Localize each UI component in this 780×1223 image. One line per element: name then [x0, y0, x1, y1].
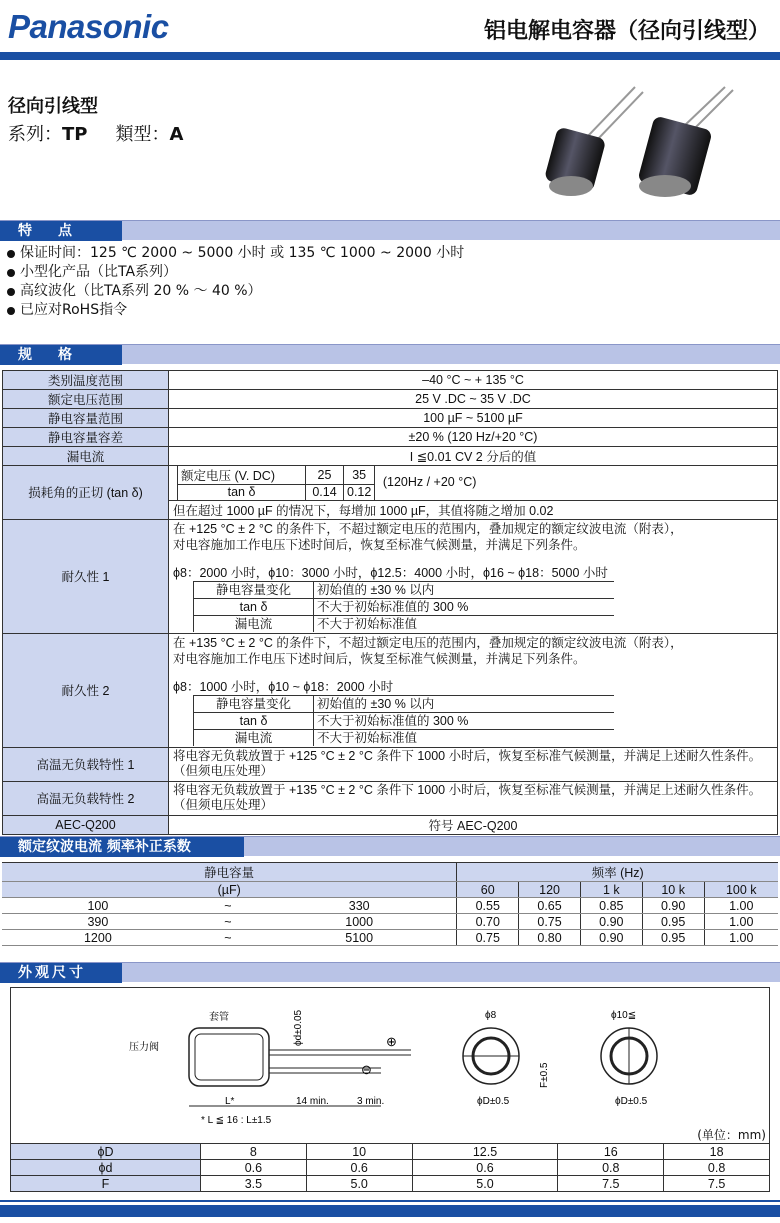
- capacitor-photo: [535, 82, 775, 200]
- dimension-drawing: [11, 988, 771, 1128]
- ripple-table: 静电容量 频率 (Hz) (µF) 60 120 1 k 10 k 100 k 100 ~ 330 0.55 0.65 0.85 0.90 1.00 390 ~ 1000 0.70 0.75 0.90 0.95 1.00 1200 ~ 5100 0.75 0.80 0.90 0.95 1.00: [2, 862, 778, 946]
- brand-logo: Panasonic: [8, 8, 169, 45]
- vent-label: 压力阀: [129, 1042, 159, 1053]
- footer-bar: [0, 1205, 780, 1217]
- length-label: L*: [225, 1096, 235, 1107]
- dimension-drawing-box: [10, 987, 770, 1143]
- phi-d-label-2: ϕD±0.5: [615, 1096, 648, 1107]
- document-title: 铝电解电容器（径向引线型）: [483, 19, 770, 44]
- dimensions-header: 外观尺寸: [0, 962, 780, 982]
- length-note: * L ≦ 16 : L±1.5: [201, 1115, 272, 1126]
- feature-item: 保证时间：125 ℃ 2000 ~ 5000 小时 或 135 ℃ 1000 ~ 2000 小时: [6, 244, 464, 263]
- product-subtitle: 径向引线型: [8, 96, 98, 117]
- phi10-label: ϕ10≦: [611, 1010, 637, 1021]
- footer-line: [0, 1200, 780, 1202]
- ripple-header: 额定纹波电流 频率补正系数: [0, 836, 780, 856]
- phi-d-label-1: ϕD±0.5: [477, 1096, 510, 1107]
- feature-item: 已应对RoHS指令: [6, 301, 464, 320]
- features-header: 特 点: [0, 220, 780, 240]
- unit-label: (单位：mm): [697, 1128, 766, 1142]
- specs-header: 规 格: [0, 344, 780, 364]
- dimension-table: ϕD 8 10 12.5 16 18 ϕd 0.6 0.6 0.6 0.8 0.8 F 3.5 5.0 5.0 7.5 7.5: [10, 1143, 770, 1192]
- plus-icon: ⊕: [386, 1034, 397, 1049]
- features-list: [6, 244, 464, 320]
- spec-table: 类别温度范围 –40 °C ~ + 135 °C 额定电压范围 25 V .DC ~ 35 V .DC 静电容量范围 100 µF ~ 5100 µF 静电容量容差 ±20 % (120 Hz/+20 °C) 漏电流 I ≦0.01 CV 2 分后的值 损耗角的正切 (tan δ) 额定电压 (V. DC) 25 35 tan δ 0.14 0.12 (120Hz / +20 °C) 但在超过 1000 µF 的情况下，每增加 1000 µF，其值将随之增加 0.02 耐久性 1 在 +125 °C ± 2 °C 的条件下，不超过额定电压的范围内，叠加规定的额定纹波电流（附表）， 对电容施加工作电压下述时间后，恢复至标准气候测量，并满足下列条件。 ϕ8：2000 小时，ϕ10：3000 小时，ϕ12.5：4000 小时，ϕ16 ~ ϕ18：5000 小时 静电容量变化 初始值的 ±30 % 以内 tan δ 不大于初始标准值的 300 % 漏电流 不大于初始标准值 耐久性 2 在 +135 °C ± 2 °C 的条件下，不超过额定电压的范围内，叠加规定的额定纹波电流（附表）， 对电容施加工作电压下述时间后，恢复至标准气候测量，并满足下列条件。 ϕ8：1000 小时，ϕ10 ~ ϕ18：2000 小时 静电容量变化 初始值的 ±30 % 以内 tan δ 不大于初始标准值的 300 % 漏电流 不大于初始标准值 高温无负载特性 1 将电容无负载放置于 +125 °C ± 2 °C 条件下 1000 小时后，恢复至标准气候测量，并满足上述耐久性条件。（但须电压处理） 高温无负载特性 2 将电容无负载放置于 +135 °C ± 2 °C 条件下 1000 小时后，恢复至标准气候测量，并满足上述耐久性条件。（但须电压处理） AEC-Q200 符号 AEC-Q200: [2, 370, 778, 835]
- f-label: F±0.5: [539, 1062, 550, 1088]
- lead-dia-label: ϕd±0.05: [293, 1009, 304, 1046]
- header-bar: [0, 52, 780, 60]
- min14-label: 14 min.: [296, 1096, 329, 1107]
- feature-item: 高纹波化（比TA系列 20 % ～ 40 %）: [6, 282, 464, 301]
- phi8-label: ϕ8: [485, 1010, 497, 1021]
- feature-item: 小型化产品（比TA系列）: [6, 263, 464, 282]
- min3-label: 3 min.: [357, 1096, 385, 1107]
- sleeve-label: 套管: [209, 1012, 229, 1023]
- series-line: 系列：TP 類型：A: [8, 124, 184, 145]
- minus-icon: ⊖: [361, 1062, 372, 1077]
